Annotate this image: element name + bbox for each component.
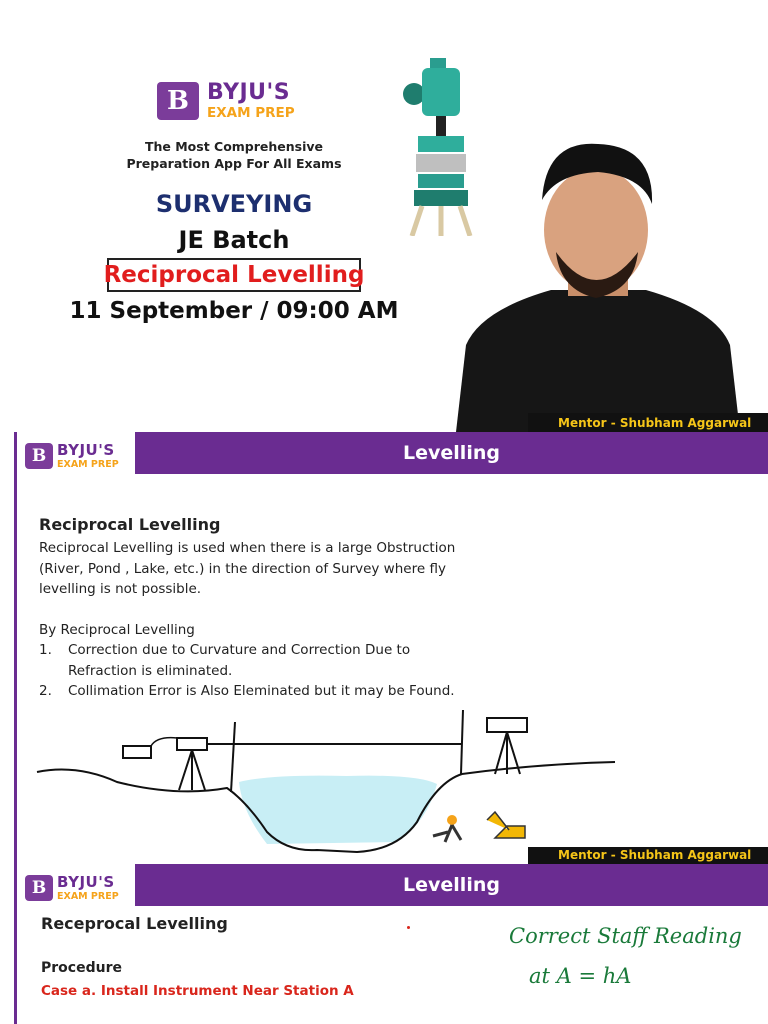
worker-icon	[447, 815, 457, 825]
cover-mentor-tag: Mentor - Shubham Aggarwal	[528, 413, 768, 432]
slide1-brand-sub: EXAM PREP	[57, 459, 119, 470]
slide1-heading: Reciprocal Levelling	[39, 515, 221, 534]
slide2-handwritten-note-2: at A = hA	[529, 964, 632, 988]
list-item-text: Correction due to Curvature and Correction Due to	[68, 642, 411, 658]
byjus-logo-icon: B	[25, 875, 53, 901]
worker-icon	[433, 825, 461, 842]
slide-levelling-1	[14, 432, 768, 864]
list-item-number: 2.	[39, 683, 52, 699]
instrument-case	[123, 746, 151, 758]
slide1-list	[39, 640, 455, 702]
staff-b	[461, 710, 463, 774]
red-dot	[407, 926, 410, 929]
list-item-text: Refraction is eliminated.	[68, 662, 233, 679]
mentor-photo	[456, 140, 740, 432]
slide1-para-line: (River, Pond , Lake, etc.) in the direction of Survey where fly	[39, 560, 446, 577]
slide2-handwritten-note-1: Correct Staff Reading	[509, 924, 742, 948]
cover-logo	[157, 80, 317, 124]
slide1-by-line: By Reciprocal Levelling	[39, 622, 195, 638]
byjus-logo-icon: B	[25, 443, 53, 469]
slide2-heading: Receprocal Levelling	[41, 914, 228, 933]
slide2-logo	[25, 873, 135, 907]
sketch-stroke	[151, 738, 177, 746]
slide2-case: Case a. Install Instrument Near Station A	[41, 983, 354, 999]
cover-brand-sub: EXAM PREP	[207, 105, 295, 121]
slide2-header	[135, 864, 768, 906]
list-item-number: 1.	[39, 642, 52, 658]
slide1-para-line: levelling is not possible.	[39, 581, 202, 597]
slide1-header-title: Levelling	[403, 442, 500, 464]
cover-tagline-2: Preparation App For All Exams	[126, 156, 342, 171]
cover-topic-box	[103, 258, 365, 292]
slide1-header	[135, 432, 768, 474]
staff-a	[231, 722, 235, 792]
slide1-paragraph	[39, 538, 455, 600]
slide2-brand-sub: EXAM PREP	[57, 891, 119, 902]
slide2-procedure: Procedure	[41, 960, 122, 976]
level-instrument-b	[487, 718, 527, 732]
slide1-logo	[25, 441, 135, 475]
reciprocal-levelling-sketch	[17, 702, 768, 864]
cover-schedule: 11 September / 09:00 AM	[69, 298, 399, 324]
list-item	[39, 681, 455, 702]
cover-batch: JE Batch	[178, 226, 290, 254]
slide1-para-line: Reciprocal Levelling is used when there is a large Obstruction	[39, 540, 456, 556]
slide2-header-title: Levelling	[403, 874, 500, 896]
list-item-text: Collimation Error is Also Eleminated but it may be Found.	[68, 683, 455, 699]
cover-brand-main: BYJU'S	[207, 80, 291, 105]
byjus-logo-icon: B	[157, 82, 199, 120]
cover-topic: Reciprocal Levelling	[103, 262, 365, 288]
tripod-a	[179, 750, 205, 790]
slide-levelling-2	[14, 864, 768, 1024]
list-item	[39, 640, 455, 681]
slide1-mentor-tag: Mentor - Shubham Aggarwal	[528, 847, 768, 864]
cover-tagline-1: The Most Comprehensive	[144, 139, 324, 154]
slide1-brand-main: BYJU'S	[57, 441, 115, 459]
slide2-brand-main: BYJU'S	[57, 873, 115, 891]
cover-subject: SURVEYING	[155, 190, 313, 218]
level-instrument-a	[177, 738, 207, 750]
cover-section	[0, 0, 768, 432]
excavator-icon	[487, 812, 525, 838]
